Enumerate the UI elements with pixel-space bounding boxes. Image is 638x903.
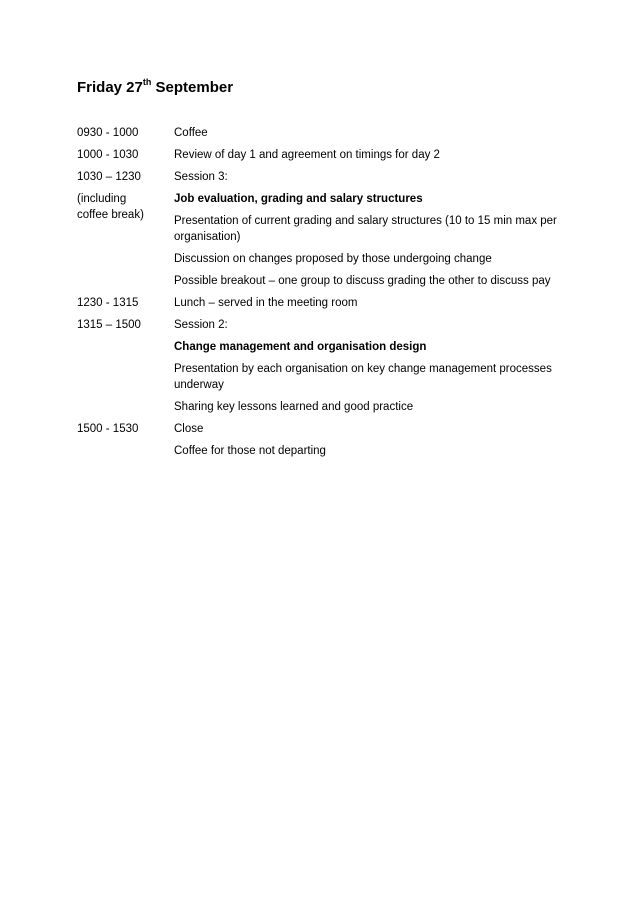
agenda-item: Coffee for those not departing — [174, 445, 326, 457]
agenda-row — [77, 317, 567, 415]
agenda-row — [77, 191, 567, 289]
agenda-row — [77, 169, 567, 185]
agenda-item: Coffee — [174, 127, 208, 139]
agenda-item: Discussion on changes proposed by those undergoing change — [174, 253, 492, 265]
agenda-row — [77, 421, 567, 459]
agenda-items — [174, 169, 567, 185]
agenda-items — [174, 295, 567, 311]
agenda-items — [174, 421, 567, 459]
page-heading — [77, 79, 233, 96]
agenda-items — [174, 317, 567, 415]
heading-month: September — [151, 79, 234, 96]
agenda-items — [174, 147, 567, 163]
agenda-session-title: Job evaluation, grading and salary structures — [174, 193, 423, 205]
agenda-time: 1000 - 1030 — [77, 149, 139, 161]
agenda-row — [77, 147, 567, 163]
agenda-time: 0930 - 1000 — [77, 127, 139, 139]
agenda-items — [174, 191, 567, 289]
agenda-item: Lunch – served in the meeting room — [174, 297, 358, 309]
agenda-item: Sharing key lessons learned and good practice — [174, 401, 414, 413]
agenda-item: Session 2: — [174, 319, 228, 331]
agenda-row — [77, 125, 567, 141]
agenda-time: 1500 - 1530 — [77, 423, 139, 435]
agenda-item: Close — [174, 423, 204, 435]
agenda-time: (including coffee break) — [77, 193, 144, 221]
agenda-item: Presentation of current grading and salary structures (10 to 15 min max per organisation) — [174, 215, 557, 243]
agenda-table — [77, 125, 567, 465]
agenda-time: 1030 – 1230 — [77, 171, 141, 183]
agenda-row — [77, 295, 567, 311]
agenda-time: 1315 – 1500 — [77, 319, 141, 331]
agenda-item: Presentation by each organisation on key change management processes underway — [174, 363, 552, 391]
heading-day: Friday 27 — [77, 79, 143, 96]
agenda-time: 1230 - 1315 — [77, 297, 139, 309]
agenda-item: Session 3: — [174, 171, 228, 183]
agenda-items — [174, 125, 567, 141]
agenda-session-title: Change management and organisation design — [174, 341, 427, 353]
heading-ordinal-suffix: th — [142, 77, 152, 87]
agenda-item: Review of day 1 and agreement on timings for day 2 — [174, 149, 440, 161]
agenda-item: Possible breakout – one group to discuss grading the other to discuss pay — [174, 275, 551, 287]
